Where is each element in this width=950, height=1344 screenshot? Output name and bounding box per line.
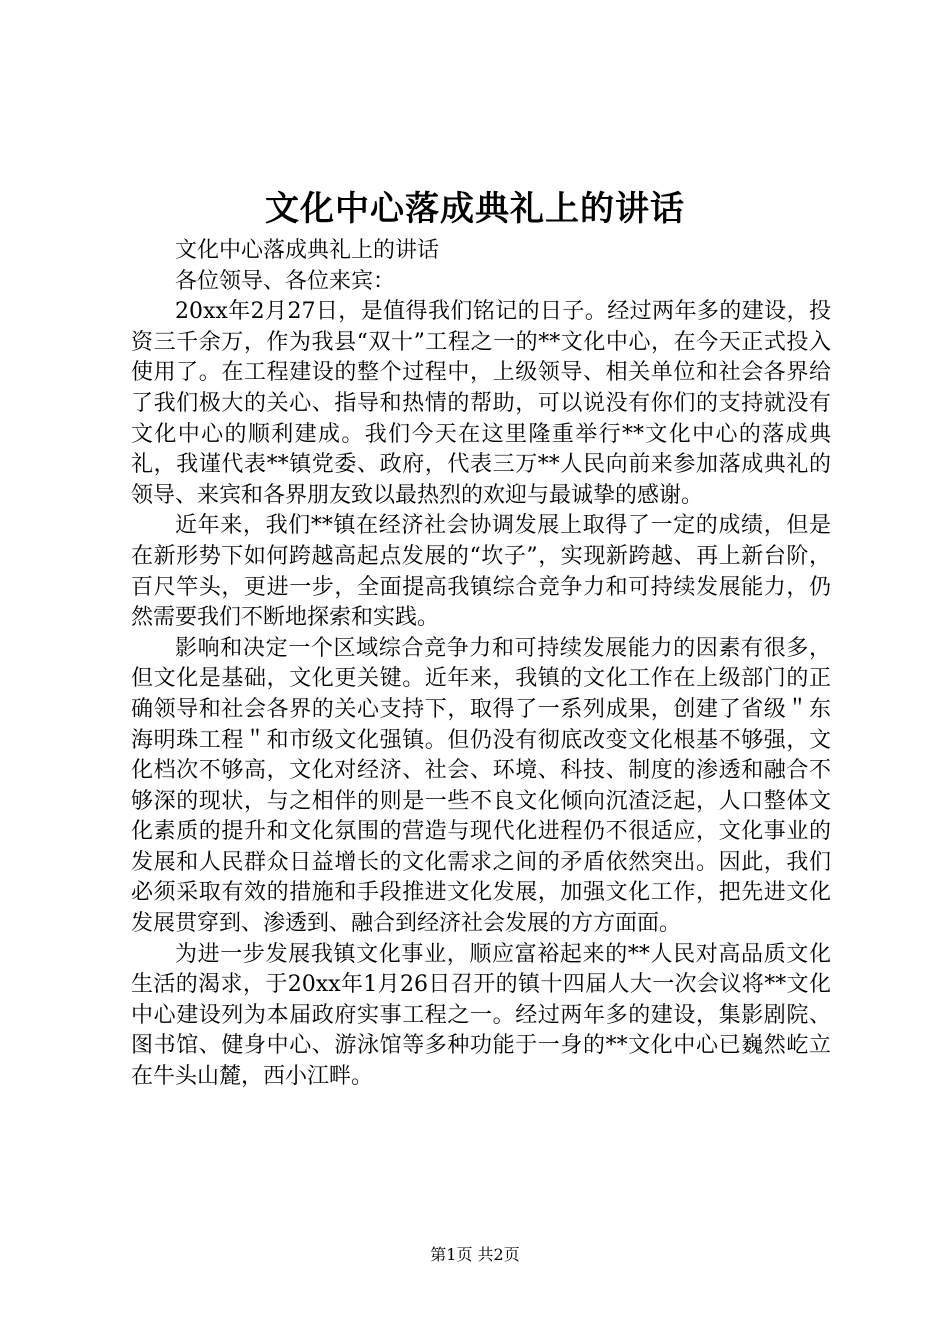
paragraph-salutation: 各位领导、各位来宾： (175, 268, 396, 294)
page-number-footer: 第1页 共2页 (430, 1245, 520, 1264)
paragraph: 影响和决定一个区域综合竞争力和可持续发展能力的因素有很多，但文化是基础，文化更关键。近年来，我镇的文化工作在上级部门的正确领导和社会各界的关心支持下，取得了一系列成果，创建了省级＂东海明珠工程＂和市级文化强镇。但仍没有彻底改变文化根基不够强，文化档次不够高，文化对经济、社会、环境、科技、制度的渗透和融合不够深的现状，与之相伴的则是一些不良文化倾向沉渣泛起，人口整体文化素质的提升和文化氛围的营造与现代化进程仍不很适应，文化事业的发展和人民群众日益增长的文化需求之间的矛盾依然突出。因此，我们必须采取有效的措施和手段推进文化发展，加强文化工作，把先进文化发展贯穿到、渗透到、融合到经济社会发展的方方面面。 (131, 635, 831, 937)
paragraph: 为进一步发展我镇文化事业，顺应富裕起来的**人民对高品质文化生活的渴求，于20xx年1月26日召开的镇十四届人大一次会议将**文化中心建设列为本届政府实事工程之一。经过两年多的建设，集影剧院、图书馆、健身中心、游泳馆等多种功能于一身的**文化中心已巍然屹立在牛头山麓，西小江畔。 (131, 941, 831, 1090)
paragraph-subtitle: 文化中心落成典礼上的讲话 (175, 238, 440, 263)
document-title: 文化中心落成典礼上的讲话 (265, 189, 685, 229)
document-body (131, 236, 831, 1093)
paragraph: 20xx年2月27日，是值得我们铭记的日子。经过两年多的建设，投资三千余万，作为我县“双十”工程之一的**文化中心，在今天正式投入使用了。在工程建设的整个过程中，上级领导、相关单位和社会各界给了我们极大的关心、指导和热情的帮助，可以说没有你们的支持就没有文化中心的顺利建成。我们今天在这里隆重举行**文化中心的落成典礼，我谨代表**镇党委、政府，代表三万**人民向前来参加落成典礼的领导、来宾和各界朋友致以最热烈的欢迎与最诚挚的感谢。 (131, 299, 831, 508)
paragraph: 近年来，我们**镇在经济社会协调发展上取得了一定的成绩，但是在新形势下如何跨越高起点发展的“坎子”，实现新跨越、再上新台阶，百尺竿头，更进一步，全面提高我镇综合竞争力和可持续发展能力，仍然需要我们不断地探索和实践。 (131, 513, 831, 631)
